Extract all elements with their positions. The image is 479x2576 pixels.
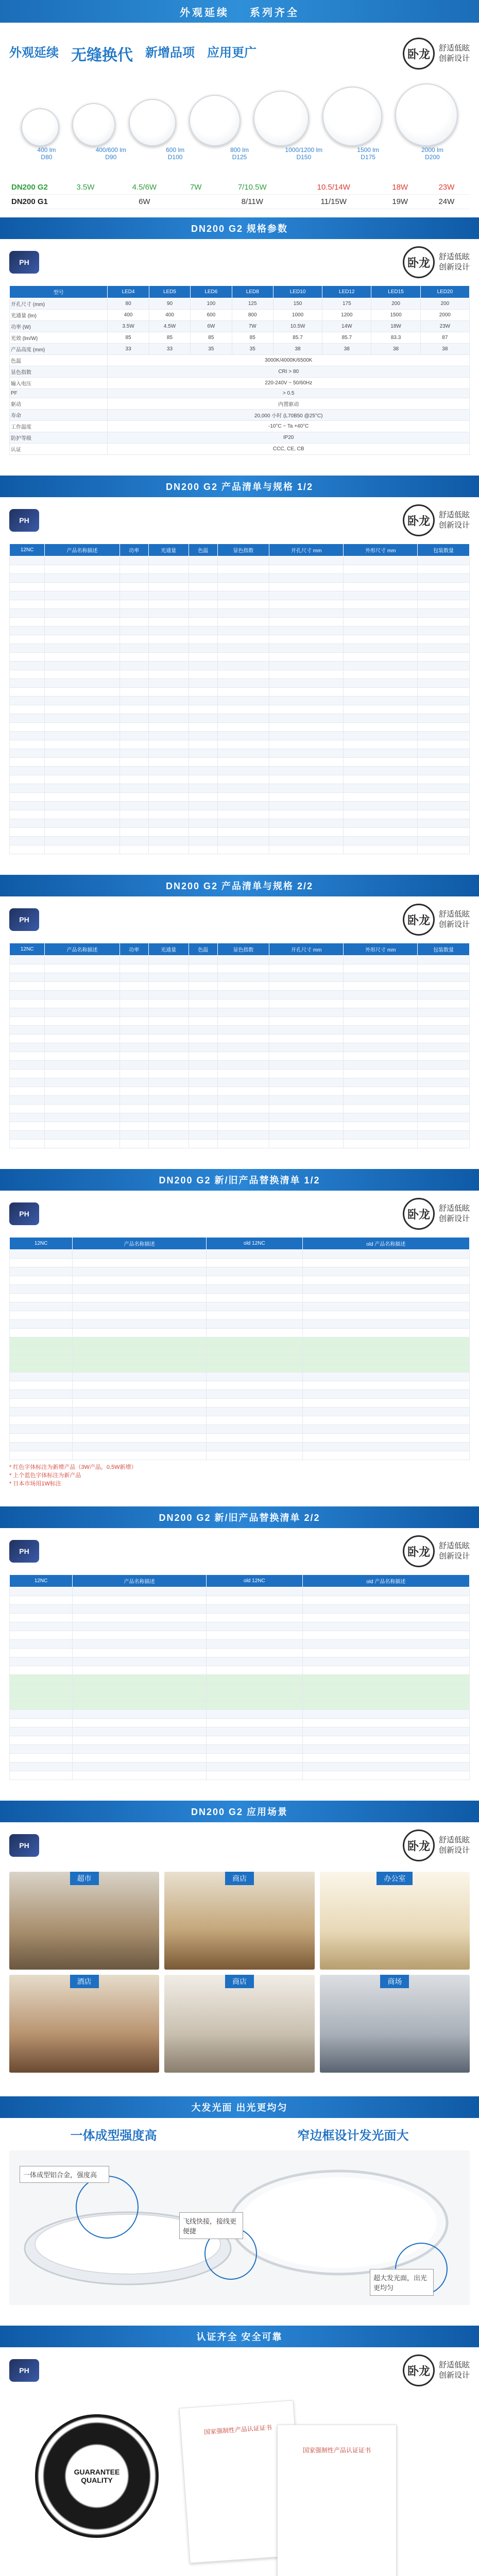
downlight-disc-d80 bbox=[21, 108, 59, 146]
table-row bbox=[10, 999, 470, 1008]
table-row bbox=[10, 802, 470, 810]
table-row bbox=[10, 819, 470, 828]
table-row bbox=[10, 1416, 470, 1425]
scene-grid bbox=[0, 1869, 479, 2076]
table-row bbox=[10, 1267, 470, 1276]
replacement-notes: * 红色字体标注为新增产品（3W产品，0.5W新增） * 上个蓝色字体标注为新产品 * 日本市场用1W标注 bbox=[9, 1464, 137, 1487]
table-row bbox=[10, 1026, 470, 1035]
table-row bbox=[10, 1302, 470, 1311]
table-row bbox=[10, 1113, 470, 1122]
table-row bbox=[10, 1596, 470, 1605]
spec-row: 显色指数 CRI > 80 bbox=[10, 366, 470, 378]
table-row bbox=[10, 705, 470, 714]
table-row bbox=[10, 1666, 470, 1675]
table-row bbox=[10, 1640, 470, 1649]
table-row bbox=[10, 1364, 470, 1372]
brand-mark-icon: PH bbox=[9, 251, 39, 274]
brand-logo-icon: 卧龙 bbox=[403, 1198, 435, 1230]
brand-mark-icon: PH bbox=[9, 2359, 39, 2382]
table-row bbox=[10, 1443, 470, 1451]
spec-row: 寿命 20,000 小时 (L70B50 @25°C) bbox=[10, 410, 470, 421]
spec-row: 功率 (W) 3.5W 4.5W 6W 7W 10.5W 14W 18W 23W bbox=[10, 321, 470, 332]
feature-title-row bbox=[0, 2118, 479, 2150]
scene-shop: 商店 bbox=[164, 1872, 314, 1970]
brand-mark-icon: PH bbox=[9, 908, 39, 931]
downlight-disc-d175 bbox=[322, 87, 382, 146]
watt-row: DN200 G2 3.5W 4.5/6W 7W 7/10.5W 10.5/14W 18W 23W bbox=[9, 180, 470, 195]
table-row bbox=[10, 793, 470, 802]
table-row bbox=[10, 1096, 470, 1105]
replacement-table-2: 12NC 产品名称描述 old 12NC old 产品名称描述 bbox=[9, 1574, 470, 1780]
product-list-table-1: 12NC 产品名称描述 功率 光通量 色温 显色指数 开孔尺寸 mm 外形尺寸 mm 包装数量 bbox=[9, 544, 470, 854]
table-row bbox=[10, 1140, 470, 1148]
spec-row: 工作温度 -10°C ~ Ta +40°C bbox=[10, 421, 470, 432]
product-list-table-2: 12NC 产品名称描述 功率 光通量 色温 显色指数 开孔尺寸 mm 外形尺寸 mm 包装数量 bbox=[9, 943, 470, 1148]
disc-label-1: 400/600 lm D90 bbox=[95, 146, 126, 161]
table-row bbox=[10, 556, 470, 565]
table-row bbox=[10, 688, 470, 697]
disc-label-5: 1500 lm D175 bbox=[357, 146, 379, 161]
spec-row: 产品高度 (mm) 33 33 35 35 38 38 38 38 bbox=[10, 344, 470, 355]
callout-3: 超大发光面，出光更均匀 bbox=[370, 2269, 434, 2296]
table-row bbox=[10, 1105, 470, 1113]
watt-row: DN200 G1 6W 8/11W 11/15W 19W 24W bbox=[9, 195, 470, 209]
spec-row: 驱动 内置驱动 bbox=[10, 398, 470, 410]
table-row bbox=[10, 1762, 470, 1771]
cert-document-1: 国家强制性产品认证证书 bbox=[179, 2400, 304, 2564]
scene-office: 办公室 bbox=[320, 1872, 470, 1970]
spec-brand-row: PH 卧龙 舒适低眩 创新设计 bbox=[0, 239, 479, 285]
top-banner bbox=[0, 0, 479, 23]
downlight-disc-d100 bbox=[129, 99, 176, 146]
table-row bbox=[10, 1337, 470, 1346]
brand-line-3: 创新设计 bbox=[438, 54, 470, 63]
table-row bbox=[10, 1434, 470, 1443]
product-detail-page: 外观延续 系列齐全 外观延续 无缝换代 新增品项 应用更广 卧龙 舒适低眩 创新设计 400 lm D80 400/600 lm D90 600 lm D100 800 lm D125 1000/1200 lm D150 1500 lm D175 2000 lm D200 DN200 G2 3.5W 4.5/6W 7W 7/10.5W 10.5/14W 18W 23W DN200 G1 6W 8/11W 11/15W 19W 24W DN200 G2 规格参数 PH 卧龙 舒适低眩 创新设计 型号 LED4 LED5 LED6 LED8 LED10 LED12 LED15 LED20 开孔尺寸 (mm) 80 90 100 125 150 175 200 200 光通量 (lm) 400 400 600 800 1000 1200 1500 2000 功率 (W) 3.5W 4.5W 6W 7W 10.5W 14W 18W 23W 光效 (lm/W) 85 85 85 85 85.7 85.7 83.3 87 产品高度 (mm) 33 33 35 35 38 38 38 38 色温 3000K/4000K/6500K 显色指数 CRI > 80 输入电压 220-240V ~ 50/60Hz PF > 0.5 驱动 内置驱动 寿命 20,000 小时 (L70B50 @25°C) 工作温度 -10°C ~ Ta +40°C 防护等级 IP20 认证 CCC, CE, CB DN200 G2 产品清单与规格 1/2 PH 卧龙 舒适低眩 创新设计 12NC 产品名称描述 功率 光通量 色温 显色指数 开孔尺寸 mm 外形尺寸 mm 包装数量 DN200 G2 产品清单与规格 2/2 PH 卧龙 舒适低眩 创新设计 12NC 产品名称描述 功率 光通量 色温 显色指数 开孔尺寸 mm 外形尺寸 mm 包装数量 DN200 G2 新/旧产品替换清单 1/2 PH 卧龙 舒适低眩 创新设计 12NC 产品名称描述 old 12NC old 产品名称描述 * 红色字体标注为新增产品（3W产品，0.5W新增） * 上个蓝色字体标注为新产品 * 日本市场用1W标注 DN200 G2 新/旧产品替换清单 2/2 PH 卧龙 舒适低眩 创新设计 12NC 产品名称描述 old 12NC old 产品名称描述 DN200 G2 应用场景 PH 卧龙 舒适低眩 创新设计 超市 商店 办公室 酒店 商店 商场 大发光面 出光更均匀 一体成型强度高 窄边框设计发光面大 一体成型铝合金，强度高 飞线快接，接线更便捷 超大发光面，出光更均匀 认证齐全 安全可靠 PH 卧龙 舒适低眩 创新设计 GUARANTEE QUALITY 国家强制性产品认证证书 国家强制性产品认证证书 bbox=[0, 0, 479, 2576]
table-row bbox=[10, 1587, 470, 1596]
brand-logo-icon: 卧龙 bbox=[403, 1829, 435, 1861]
table-row bbox=[10, 1605, 470, 1614]
brand-logo-icon: 卧龙 bbox=[403, 38, 435, 70]
brand-logo-icon: 卧龙 bbox=[403, 246, 435, 278]
scene-supermarket: 超市 bbox=[9, 1872, 159, 1970]
table-row bbox=[10, 740, 470, 749]
table-row bbox=[10, 565, 470, 574]
table-row bbox=[10, 1122, 470, 1131]
disc-label-6: 2000 lm D200 bbox=[421, 146, 443, 161]
scene-hotel: 酒店 bbox=[9, 1975, 159, 2073]
table-row bbox=[10, 1329, 470, 1337]
table-row bbox=[10, 1451, 470, 1460]
hero-header bbox=[9, 23, 470, 84]
spec-row: 防护等级 IP20 bbox=[10, 432, 470, 444]
brand-mark-icon: PH bbox=[9, 1540, 39, 1563]
replacement-table-1: 12NC 产品名称描述 old 12NC old 产品名称描述 bbox=[9, 1237, 470, 1460]
table-row bbox=[10, 574, 470, 583]
tag-2: 无缝换代 bbox=[71, 47, 133, 64]
hero-tagline bbox=[9, 42, 256, 65]
table-row bbox=[10, 1614, 470, 1622]
table-row bbox=[10, 767, 470, 775]
downlight-size-row bbox=[9, 84, 470, 146]
table-row bbox=[10, 1355, 470, 1364]
table-row bbox=[10, 1701, 470, 1710]
table-row bbox=[10, 591, 470, 600]
table-row bbox=[10, 1087, 470, 1096]
table-row bbox=[10, 635, 470, 644]
table-row bbox=[10, 670, 470, 679]
table-row bbox=[10, 1399, 470, 1408]
table-row bbox=[10, 1649, 470, 1657]
table-row bbox=[10, 1719, 470, 1727]
table-row bbox=[10, 732, 470, 740]
tag-4: 应用更广 bbox=[207, 46, 256, 60]
spec-row: 认证 CCC, CE, CB bbox=[10, 444, 470, 455]
table-row bbox=[10, 845, 470, 854]
brand-logo-icon: 卧龙 bbox=[403, 504, 435, 536]
table-row bbox=[10, 1710, 470, 1719]
cert-area bbox=[9, 2394, 470, 2576]
cert-document-2: 国家强制性产品认证证书 bbox=[277, 2425, 397, 2576]
table-row bbox=[10, 956, 470, 964]
brand-mark-icon: PH bbox=[9, 509, 39, 532]
table-row bbox=[10, 723, 470, 732]
table-row bbox=[10, 1346, 470, 1355]
table-row bbox=[10, 1070, 470, 1078]
spec-row: 光通量 (lm) 400 400 600 800 1000 1200 1500 2000 bbox=[10, 310, 470, 321]
table-row bbox=[10, 1008, 470, 1017]
wattage-comparison-table bbox=[9, 180, 470, 209]
table-row bbox=[10, 784, 470, 793]
table-row bbox=[10, 1320, 470, 1329]
brand-logo bbox=[403, 38, 470, 70]
downlight-disc-d200 bbox=[395, 83, 458, 146]
table-row bbox=[10, 775, 470, 784]
table-row bbox=[10, 1276, 470, 1285]
spec-row: 光效 (lm/W) 85 85 85 85 85.7 85.7 83.3 87 bbox=[10, 332, 470, 344]
cert-section-bar: 认证齐全 安全可靠 bbox=[0, 2326, 479, 2347]
disc-label-4: 1000/1200 lm D150 bbox=[285, 146, 323, 161]
spec-row: 开孔尺寸 (mm) 80 90 100 125 150 175 200 200 bbox=[10, 298, 470, 310]
table-row bbox=[10, 679, 470, 688]
table-row bbox=[10, 1017, 470, 1026]
table-row bbox=[10, 982, 470, 991]
feature-right-title: 窄边框设计发光面大 bbox=[297, 2129, 409, 2143]
table-row bbox=[10, 609, 470, 618]
callout-1: 一体成型铝合金，强度高 bbox=[20, 2166, 109, 2183]
table-row bbox=[10, 1684, 470, 1692]
table-row bbox=[10, 644, 470, 653]
banner-left: 外观延续 bbox=[180, 7, 229, 19]
downlight-disc-d150 bbox=[253, 91, 309, 146]
table-row bbox=[10, 697, 470, 705]
table-row bbox=[10, 618, 470, 626]
table-row bbox=[10, 600, 470, 609]
list2-section-bar: DN200 G2 产品清单与规格 2/2 bbox=[0, 875, 479, 896]
scenes-section-bar: DN200 G2 应用场景 bbox=[0, 1801, 479, 1822]
table-row bbox=[10, 1771, 470, 1780]
table-row bbox=[10, 1675, 470, 1684]
brand-line-2: 舒适低眩 bbox=[438, 44, 470, 53]
callout-2: 飞线快接，接线更便捷 bbox=[179, 2212, 243, 2239]
scene-mall: 商场 bbox=[320, 1975, 470, 2073]
table-row bbox=[10, 973, 470, 982]
table-row bbox=[10, 1631, 470, 1640]
table-row bbox=[10, 1078, 470, 1087]
disc-label-2: 600 lm D100 bbox=[166, 146, 185, 161]
table-row bbox=[10, 1131, 470, 1140]
list1-section-bar: DN200 G2 产品清单与规格 1/2 bbox=[0, 476, 479, 497]
tag-1: 外观延续 bbox=[9, 46, 59, 60]
replace2-section-bar: DN200 G2 新/旧产品替换清单 2/2 bbox=[0, 1506, 479, 1528]
table-row bbox=[10, 758, 470, 767]
table-row bbox=[10, 1294, 470, 1302]
table-row bbox=[10, 626, 470, 635]
spec-row: PF > 0.5 bbox=[10, 389, 470, 398]
table-row bbox=[10, 749, 470, 758]
table-row bbox=[10, 1657, 470, 1666]
table-row bbox=[10, 1043, 470, 1052]
banner-right: 系列齐全 bbox=[250, 7, 299, 19]
table-row bbox=[10, 1425, 470, 1434]
feature-left-title: 一体成型强度高 bbox=[70, 2129, 157, 2143]
table-row bbox=[10, 1622, 470, 1631]
feature-section-bar: 大发光面 出光更均匀 bbox=[0, 2096, 479, 2118]
table-row bbox=[10, 1745, 470, 1754]
brand-logo-icon: 卧龙 bbox=[403, 1535, 435, 1567]
table-row bbox=[10, 1285, 470, 1294]
spec-table: 型号 LED4 LED5 LED6 LED8 LED10 LED12 LED15 LED20 开孔尺寸 (mm) 80 90 100 125 150 175 200 200 光通量 (lm) 400 400 600 800 1000 1200 1500 2000 功率 (W) 3.5W 4.5W 6W 7W 10.5W 14W 18W 23W 光效 (lm/W) 85 85 85 85 85.7 85.7 83.3 87 产品高度 (mm) 33 33 35 35 38 38 38 38 色温 3000K/4000K/6500K 显色指数 CRI > 80 输入电压 220-240V ~ 50/60Hz PF > 0.5 驱动 内置驱动 寿命 20,000 小时 (L70B50 @25°C) 工作温度 -10°C ~ Ta +40°C 防护等级 IP20 认证 CCC, CE, CB bbox=[9, 285, 470, 455]
table-row bbox=[10, 662, 470, 670]
disc-labels bbox=[9, 146, 470, 177]
feature-image bbox=[9, 2150, 470, 2305]
spec-row: 色温 3000K/4000K/6500K bbox=[10, 355, 470, 366]
table-row bbox=[10, 964, 470, 973]
scene-store: 商店 bbox=[164, 1975, 314, 2073]
spec-section-bar: DN200 G2 规格参数 bbox=[0, 217, 479, 239]
disc-label-0: 400 lm D80 bbox=[37, 146, 56, 161]
table-row bbox=[10, 1061, 470, 1070]
table-row bbox=[10, 1736, 470, 1745]
table-row bbox=[10, 583, 470, 591]
replace1-section-bar: DN200 G2 新/旧产品替换清单 1/2 bbox=[0, 1169, 479, 1191]
downlight-disc-d125 bbox=[189, 95, 241, 146]
table-row bbox=[10, 1311, 470, 1320]
table-row bbox=[10, 828, 470, 837]
brand-mark-icon: PH bbox=[9, 1202, 39, 1225]
downlight-disc-d90 bbox=[72, 103, 115, 146]
table-row bbox=[10, 1250, 470, 1259]
table-row bbox=[10, 991, 470, 999]
table-row bbox=[10, 1692, 470, 1701]
table-row bbox=[10, 1408, 470, 1416]
table-row bbox=[10, 653, 470, 662]
brand-logo-icon: 卧龙 bbox=[403, 904, 435, 936]
disc-label-3: 800 lm D125 bbox=[230, 146, 249, 161]
table-row bbox=[10, 1035, 470, 1043]
table-row bbox=[10, 1372, 470, 1381]
brand-logo-icon: 卧龙 bbox=[403, 2354, 435, 2386]
table-row bbox=[10, 1259, 470, 1267]
table-row bbox=[10, 1052, 470, 1061]
table-row bbox=[10, 810, 470, 819]
hero-section bbox=[0, 23, 479, 209]
brand-mark-icon: PH bbox=[9, 1834, 39, 1857]
table-row bbox=[10, 1390, 470, 1399]
table-row bbox=[10, 1727, 470, 1736]
tag-3: 新增品项 bbox=[145, 46, 195, 60]
table-row bbox=[10, 714, 470, 723]
table-row bbox=[10, 1754, 470, 1762]
guarantee-badge-icon: GUARANTEE QUALITY bbox=[35, 2414, 159, 2538]
table-row bbox=[10, 837, 470, 845]
table-row bbox=[10, 1381, 470, 1390]
spec-row: 输入电压 220-240V ~ 50/60Hz bbox=[10, 378, 470, 389]
